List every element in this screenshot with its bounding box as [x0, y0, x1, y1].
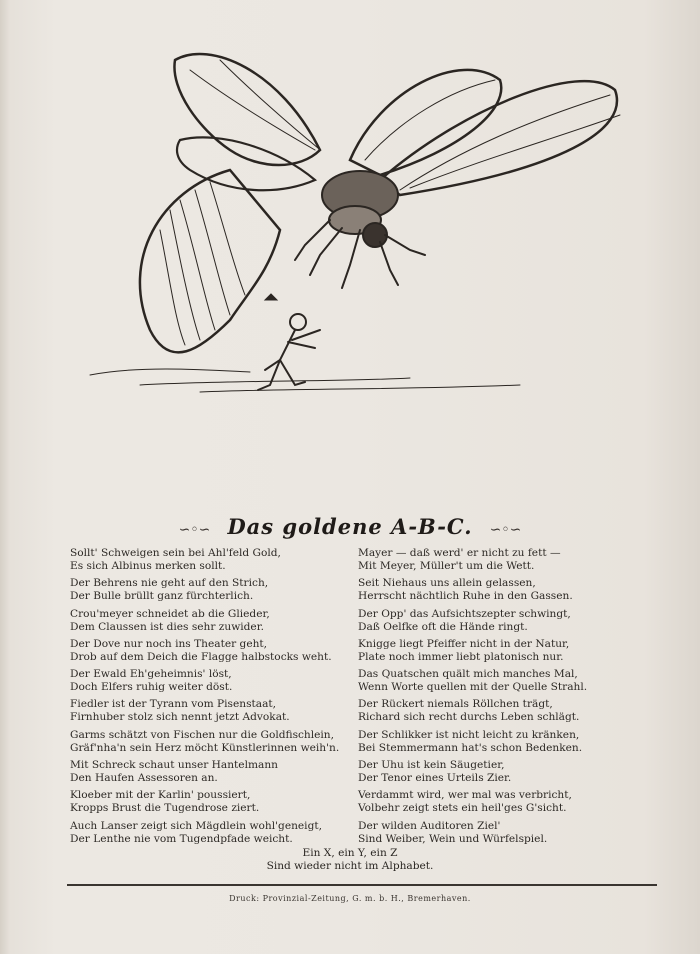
closing-line: Sind wieder nicht im Alphabet. — [266, 860, 434, 872]
stanza — [358, 789, 648, 815]
verse-line: Doch Elfers ruhig weiter döst. — [70, 681, 233, 694]
verse-line: Fiedler ist der Tyrann vom Pisenstaat, — [70, 698, 277, 711]
verse-line: Der Uhu ist kein Säugetier, — [358, 759, 505, 772]
verse-line: Mit Meyer, Müller't um die Wett. — [358, 560, 535, 572]
stanza — [70, 638, 350, 664]
stanza — [358, 638, 648, 664]
verse-line: Knigge liegt Pfeiffer nicht in der Natur, — [358, 637, 570, 650]
stanza — [358, 608, 648, 634]
stanza — [70, 820, 350, 846]
verse-line: Der Rückert niemals Röllchen trägt, — [358, 698, 553, 711]
page-fold — [0, 0, 10, 954]
verse-line: Crou'meyer schneidet ab die Glieder, — [70, 607, 270, 620]
closing-couplet — [0, 847, 700, 873]
stanza — [358, 729, 648, 755]
verse-line: Der Bulle brüllt ganz fürchterlich. — [70, 590, 254, 603]
stanza — [70, 577, 350, 603]
verse-line: Volbehr zeigt stets ein heil'ges G'sicht. — [358, 802, 567, 815]
divider-rule — [67, 884, 657, 886]
title-ornament-left: ∽◦∽ — [178, 521, 211, 538]
verse-line: Plate noch immer liebt platonisch nur. — [358, 650, 564, 663]
verse-line: Garms schätzt von Fischen nur die Goldfischlein, — [70, 728, 334, 741]
verse-line: Der Opp' das Aufsichtszepter schwingt, — [358, 607, 571, 620]
stanza — [70, 759, 350, 785]
stanza — [358, 820, 648, 846]
verse-line: Sollt' Schweigen sein bei Ahl'feld Gold, — [70, 547, 281, 559]
poem-title: Das goldene A-B-C. — [227, 514, 473, 539]
verse-line: Der Behrens nie geht auf den Strich, — [70, 577, 269, 590]
stanza — [358, 577, 648, 603]
verse-line: Der Lenthe nie vom Tugendpfade weicht. — [70, 832, 293, 845]
verse-line: Seit Niehaus uns allein gelassen, — [358, 577, 536, 590]
verse-line: Gräf'nha'n sein Herz möcht Künstlerinnen weih'n. — [70, 741, 340, 754]
verse-line: Mayer — daß werd' er nicht zu fett — — [358, 547, 561, 559]
verse-line: Sind Weiber, Wein und Würfelspiel. — [358, 832, 548, 845]
verse-line: Verdammt wird, wer mal was verbricht, — [358, 789, 572, 802]
stanza — [70, 668, 350, 694]
poem-title-row — [0, 514, 700, 539]
verse-line: Der Dove nur noch ins Theater geht, — [70, 637, 268, 650]
verse-line: Dem Claussen ist dies sehr zuwider. — [70, 620, 264, 633]
verse-line: Es sich Albinus merken sollt. — [70, 560, 226, 572]
giant-fly-illustration — [80, 30, 640, 410]
verse-line: Der wilden Auditoren Ziel' — [358, 819, 501, 832]
verse-line: Bei Stemmermann hat's schon Bedenken. — [358, 741, 583, 754]
verse-line: Der Ewald Eh'geheimnis' löst, — [70, 668, 232, 681]
stanza — [358, 759, 648, 785]
stanza — [70, 608, 350, 634]
printer-imprint: Druck: Provinzial-Zeitung, G. m. b. H., Bremerhaven. — [229, 894, 471, 903]
stanza — [70, 547, 350, 573]
left-column — [70, 547, 350, 850]
stanza — [358, 668, 648, 694]
verse-line: Der Tenor eines Urteils Zier. — [358, 772, 512, 785]
verse-line: Daß Oelfke oft die Hände ringt. — [358, 620, 528, 633]
verse-line: Auch Lanser zeigt sich Mägdlein wohl'geneigt, — [70, 819, 322, 832]
verse-line: Herrscht nächtlich Ruhe in den Gassen. — [358, 590, 573, 603]
verse-line: Den Haufen Assessoren an. — [70, 772, 218, 785]
verse-line: Mit Schreck schaut unser Hantelmann — [70, 759, 278, 772]
verse-line: Richard sich recht durchs Leben schlägt. — [358, 711, 580, 724]
verse-line: Wenn Worte quellen mit der Quelle Strahl. — [358, 681, 588, 694]
verse-line: Drob auf dem Deich die Flagge halbstocks weht. — [70, 650, 332, 663]
title-ornament-right: ∽◦∽ — [489, 521, 522, 538]
stanza — [70, 729, 350, 755]
closing-line: Ein X, ein Y, ein Z — [302, 847, 398, 859]
verse-line: Kloeber mit der Karlin' poussiert, — [70, 789, 251, 802]
stanza — [358, 698, 648, 724]
stanza — [70, 698, 350, 724]
verse-line: Firnhuber stolz sich nennt jetzt Advokat. — [70, 711, 290, 724]
right-column — [358, 547, 648, 850]
verse-line: Das Quatschen quält mich manches Mal, — [358, 668, 578, 681]
stanza — [70, 789, 350, 815]
verse-line: Kropps Brust die Tugendrose ziert. — [70, 802, 260, 815]
verse-line: Der Schlikker ist nicht leicht zu kränken, — [358, 728, 580, 741]
stanza — [358, 547, 648, 573]
